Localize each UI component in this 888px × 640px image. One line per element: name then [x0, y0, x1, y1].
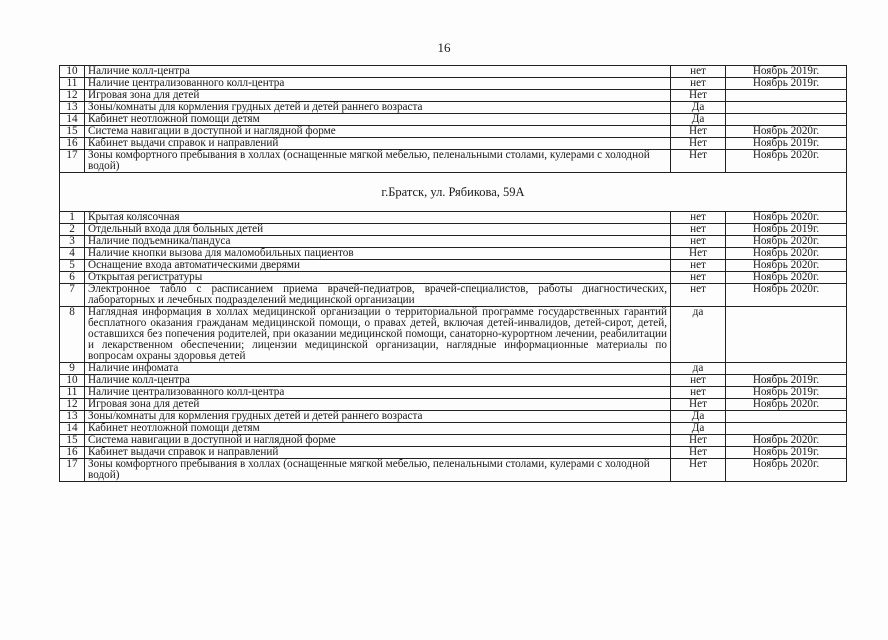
row-status-value: Нет: [671, 138, 726, 150]
row-status-value: Нет: [671, 447, 726, 459]
row-item-text: Система навигации в доступной и наглядной форме: [85, 435, 671, 447]
address-heading: г.Братск, ул. Рябикова, 59А: [60, 173, 847, 212]
table-row: [60, 236, 847, 248]
row-number: 4: [60, 248, 85, 260]
row-number: 16: [60, 138, 85, 150]
row-number: 8: [60, 307, 85, 363]
row-item-text: Система навигации в доступной и наглядной форме: [85, 126, 671, 138]
row-item-text: Зоны комфортного пребывания в холлах (оснащенные мягкой мебелью, пеленальными столами, кулерами с холодной водой): [85, 459, 671, 482]
row-item-text: Отдельный входа для больных детей: [85, 224, 671, 236]
row-deadline-date: [726, 307, 847, 363]
table-row: [60, 411, 847, 423]
row-status-value: нет: [671, 387, 726, 399]
row-deadline-date: Ноябрь 2020г.: [726, 150, 847, 173]
table-row: [60, 399, 847, 411]
row-item-text: Кабинет выдачи справок и направлений: [85, 138, 671, 150]
row-deadline-date: [726, 102, 847, 114]
table-row: [60, 224, 847, 236]
row-item-text: Наглядная информация в холлах медицинской организации о территориальной программе государственных гарантий бесплатного оказания гражданам медицинской помощи, о правах детей, включая детей-инвалидов, детей-сирот, детей, оставшихся без попечения родителей, при оказании медицинской помощи, санаторно-курортном лечении, реабилитации и лекарственном обеспечении; лицензии медицинской организации, наглядные информационные материалы по вопросам охраны здоровья детей: [85, 307, 671, 363]
row-status-value: Нет: [671, 459, 726, 482]
row-deadline-date: Ноябрь 2019г.: [726, 224, 847, 236]
row-number: 16: [60, 447, 85, 459]
row-status-value: да: [671, 307, 726, 363]
row-deadline-date: Ноябрь 2019г.: [726, 78, 847, 90]
row-item-text: Наличие колл-центра: [85, 375, 671, 387]
page-number: 16: [437, 40, 451, 55]
row-deadline-date: Ноябрь 2020г.: [726, 248, 847, 260]
row-number: 12: [60, 399, 85, 411]
row-item-text: Зоны комфортного пребывания в холлах (оснащенные мягкой мебелью, пеленальными столами, кулерами с холодной водой): [85, 150, 671, 173]
row-item-text: Наличие инфомата: [85, 363, 671, 375]
row-number: 17: [60, 459, 85, 482]
row-status-value: нет: [671, 224, 726, 236]
row-number: 15: [60, 435, 85, 447]
row-deadline-date: Ноябрь 2019г.: [726, 375, 847, 387]
row-deadline-date: [726, 90, 847, 102]
row-item-text: Кабинет выдачи справок и направлений: [85, 447, 671, 459]
row-number: 3: [60, 236, 85, 248]
table-row: [60, 363, 847, 375]
row-item-text: Оснащение входа автоматическими дверями: [85, 260, 671, 272]
row-deadline-date: Ноябрь 2020г.: [726, 284, 847, 307]
row-deadline-date: [726, 411, 847, 423]
row-deadline-date: Ноябрь 2020г.: [726, 236, 847, 248]
row-item-text: Открытая регистратуры: [85, 272, 671, 284]
row-status-value: нет: [671, 260, 726, 272]
table-row: [60, 138, 847, 150]
row-status-value: нет: [671, 272, 726, 284]
row-status-value: Нет: [671, 399, 726, 411]
row-status-value: Да: [671, 114, 726, 126]
table-row: [60, 114, 847, 126]
row-item-text: Наличие колл-центра: [85, 66, 671, 78]
table-row: [60, 126, 847, 138]
row-item-text: Электронное табло с расписанием приема врачей-педиатров, врачей-специалистов, работы диагностических, лабораторных и лечебных подразделений медицинской организации: [85, 284, 671, 307]
section-2-body: [60, 212, 847, 482]
row-number: 6: [60, 272, 85, 284]
row-number: 11: [60, 78, 85, 90]
row-item-text: Игровая зона для детей: [85, 399, 671, 411]
row-status-value: нет: [671, 66, 726, 78]
table-row: [60, 260, 847, 272]
address-section: [60, 173, 847, 212]
table-row: [60, 90, 847, 102]
row-status-value: Да: [671, 411, 726, 423]
row-deadline-date: Ноябрь 2019г.: [726, 138, 847, 150]
row-status-value: Нет: [671, 90, 726, 102]
row-item-text: Наличие кнопки вызова для маломобильных пациентов: [85, 248, 671, 260]
row-status-value: Нет: [671, 248, 726, 260]
row-deadline-date: [726, 114, 847, 126]
row-deadline-date: Ноябрь 2020г.: [726, 260, 847, 272]
row-number: 10: [60, 375, 85, 387]
row-status-value: нет: [671, 236, 726, 248]
table-row: [60, 150, 847, 173]
row-item-text: Кабинет неотложной помощи детям: [85, 423, 671, 435]
row-number: 13: [60, 102, 85, 114]
row-number: 2: [60, 224, 85, 236]
table-row: [60, 212, 847, 224]
row-item-text: Крытая колясочная: [85, 212, 671, 224]
table-row: [60, 435, 847, 447]
row-status-value: Да: [671, 423, 726, 435]
table-row: [60, 307, 847, 363]
row-number: 14: [60, 114, 85, 126]
row-item-text: Зоны/комнаты для кормления грудных детей и детей раннего возраста: [85, 411, 671, 423]
row-item-text: Наличие централизованного колл-центра: [85, 387, 671, 399]
row-deadline-date: [726, 363, 847, 375]
row-number: 15: [60, 126, 85, 138]
row-number: 10: [60, 66, 85, 78]
row-number: 1: [60, 212, 85, 224]
table-row: [60, 102, 847, 114]
row-number: 9: [60, 363, 85, 375]
row-item-text: Наличие централизованного колл-центра: [85, 78, 671, 90]
row-deadline-date: Ноябрь 2020г.: [726, 459, 847, 482]
row-status-value: Нет: [671, 126, 726, 138]
row-deadline-date: Ноябрь 2020г.: [726, 435, 847, 447]
row-status-value: нет: [671, 375, 726, 387]
row-status-value: да: [671, 363, 726, 375]
table-row: [60, 447, 847, 459]
row-deadline-date: Ноябрь 2020г.: [726, 399, 847, 411]
table-row: [60, 248, 847, 260]
table-row: [60, 66, 847, 78]
section-1-body: [60, 66, 847, 173]
row-status-value: нет: [671, 78, 726, 90]
row-number: 14: [60, 423, 85, 435]
table-row: [60, 459, 847, 482]
row-number: 5: [60, 260, 85, 272]
row-status-value: нет: [671, 212, 726, 224]
row-number: 13: [60, 411, 85, 423]
row-deadline-date: Ноябрь 2019г.: [726, 447, 847, 459]
row-status-value: Нет: [671, 150, 726, 173]
row-number: 7: [60, 284, 85, 307]
row-item-text: Игровая зона для детей: [85, 90, 671, 102]
table-row: [60, 423, 847, 435]
row-deadline-date: Ноябрь 2020г.: [726, 272, 847, 284]
row-deadline-date: Ноябрь 2019г.: [726, 66, 847, 78]
row-status-value: нет: [671, 284, 726, 307]
row-number: 11: [60, 387, 85, 399]
row-status-value: Нет: [671, 435, 726, 447]
table-row: [60, 375, 847, 387]
facilities-table: [59, 65, 847, 482]
row-deadline-date: Ноябрь 2019г.: [726, 387, 847, 399]
row-deadline-date: [726, 423, 847, 435]
table-row: [60, 387, 847, 399]
table-row: [60, 78, 847, 90]
row-status-value: Да: [671, 102, 726, 114]
row-item-text: Кабинет неотложной помощи детям: [85, 114, 671, 126]
row-deadline-date: Ноябрь 2020г.: [726, 212, 847, 224]
row-deadline-date: Ноябрь 2020г.: [726, 126, 847, 138]
row-number: 17: [60, 150, 85, 173]
row-item-text: Зоны/комнаты для кормления грудных детей и детей раннего возраста: [85, 102, 671, 114]
table-row: [60, 284, 847, 307]
table-row: [60, 272, 847, 284]
row-item-text: Наличие подъемника/пандуса: [85, 236, 671, 248]
row-number: 12: [60, 90, 85, 102]
